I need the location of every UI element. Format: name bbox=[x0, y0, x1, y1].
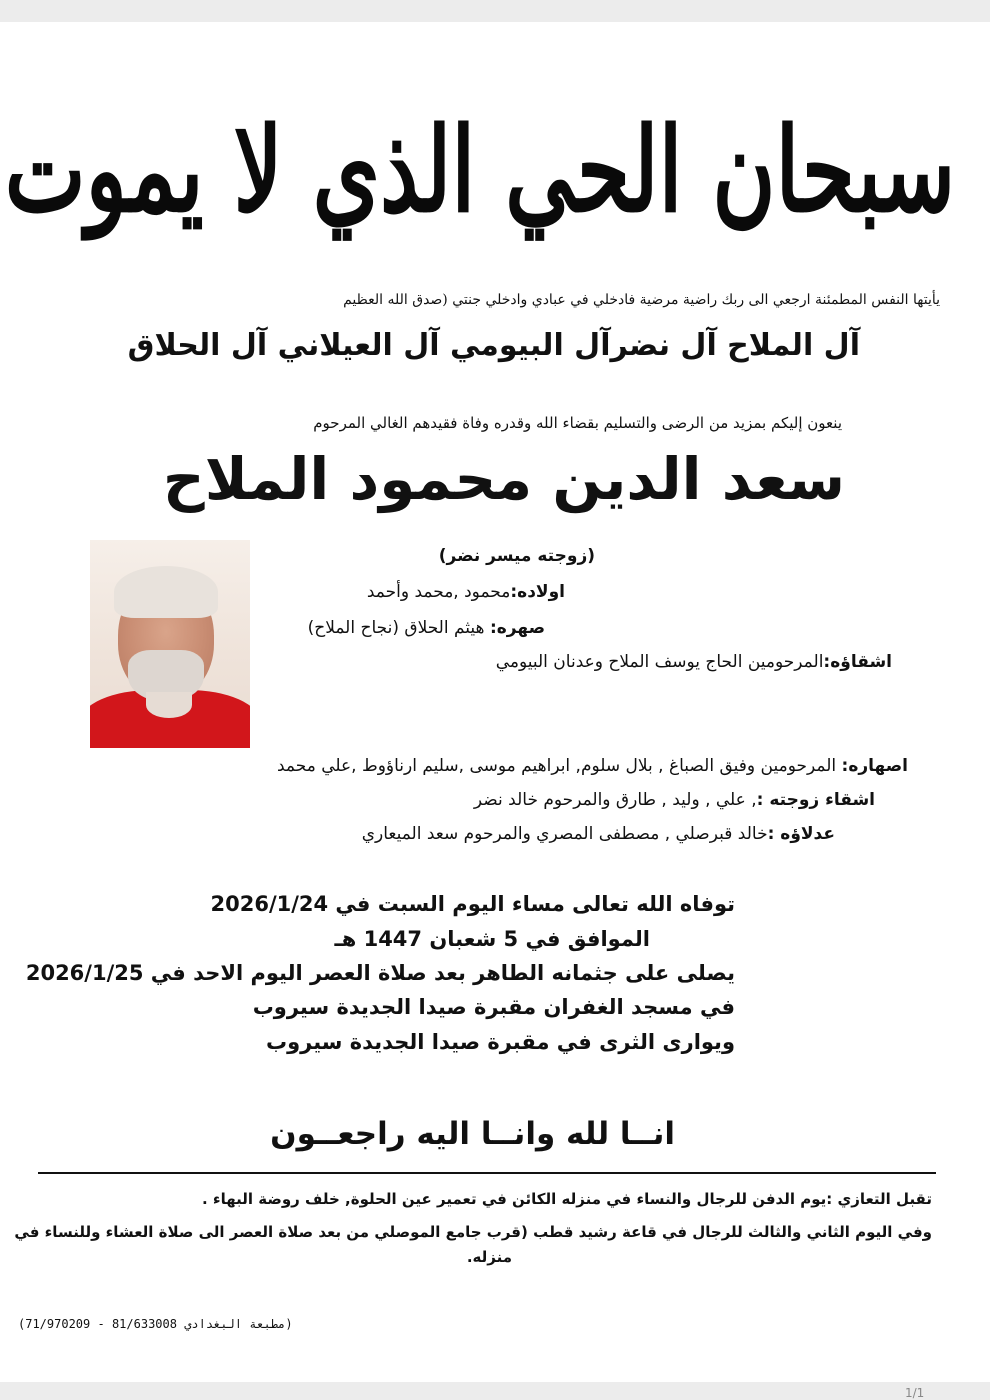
divider bbox=[38, 1172, 936, 1174]
wife-siblings-label: اشقاء زوجته : bbox=[756, 790, 875, 810]
siblings-value: المرحومين الحاج يوسف الملاح وعدنان البيومي bbox=[495, 652, 824, 672]
photo-hair bbox=[114, 566, 218, 618]
wife-line: (زوجته ميسر نضر) bbox=[438, 546, 595, 566]
announcement-line: ينعون إليكم بمزيد من الرضى والتسليم بقضاء الله وقدره وفاة فقيدهم الغالي المرحوم bbox=[313, 414, 842, 432]
co-in-laws-line bbox=[362, 824, 835, 844]
page-number: 1/1 bbox=[905, 1386, 925, 1400]
families-line: آل الملاح آل نضرآل البيومي آل العيلاني آل الحلاق bbox=[127, 328, 860, 363]
inna-lillah-line: انــا لله وانــا اليه راجعــون bbox=[270, 1116, 675, 1152]
calligraphy-header bbox=[4, 46, 956, 296]
deceased-name: سعد الدين محمود الملاح bbox=[162, 445, 845, 513]
sons-in-law-value: المرحومين وفيق الصباغ , بلال سلوم, ابراهيم موسى ,سليم ارناؤوط ,علي محمد bbox=[276, 756, 842, 776]
son-in-law-value: هيثم الحلاق (نجاح الملاح) bbox=[307, 618, 490, 638]
deceased-photo bbox=[90, 540, 250, 748]
condolences-line-1: تقبل التعازي :يوم الدفن للرجال والنساء في منزله الكائن في تعمير عين الحلوة, خلف روضة البهاء . bbox=[201, 1190, 932, 1208]
sons-in-law-label: اصهاره: bbox=[841, 756, 908, 776]
condolences-line-2: وفي اليوم الثاني والثالث للرجال في قاعة رشيد قطب (قرب جامع الموصلي من بعد صلاة العصر الى صلاة العشاء وللنساء في bbox=[14, 1223, 932, 1241]
sons-in-law-line bbox=[277, 756, 908, 776]
burial-line: ويوارى الثرى في مقبرة صيدا الجديدة سيروب bbox=[265, 1030, 735, 1054]
co-in-laws-value: خالد قبرصلي , مصطفى المصري والمرحوم سعد الميعاري bbox=[361, 824, 768, 844]
photo-collar bbox=[146, 692, 192, 718]
calligraphy-text: سبحان الحي الذي لا يموت bbox=[4, 102, 956, 239]
siblings-label: اشقاؤه: bbox=[823, 652, 892, 672]
sons-label: اولاده: bbox=[510, 582, 565, 602]
funeral-prayer-line: يصلى على جثمانه الطاهر بعد صلاة العصر اليوم الاحد في 2026/1/25 bbox=[25, 961, 735, 985]
condolences-line-3: منزله. bbox=[466, 1248, 512, 1266]
printer-credit: (مطبعة البغدادي 81/633008 - 71/970209) bbox=[18, 1317, 293, 1331]
death-date-line: توفاه الله تعالى مساء اليوم السبت في 2026/1/24 bbox=[210, 892, 735, 916]
son-in-law-line bbox=[308, 618, 545, 638]
siblings-line bbox=[496, 652, 892, 672]
sons-value: محمود ,محمد وأحمد bbox=[366, 582, 511, 602]
co-in-laws-label: عدلاؤه : bbox=[767, 824, 835, 844]
wife-siblings-value: , علي , وليد , طارق والمرحوم خالد نضر bbox=[473, 790, 757, 810]
quran-verse: يأيتها النفس المطمئنة ارجعي الى ربك راضية مرضية فادخلي في عبادي وادخلي جنتي (صدق الله العظيم bbox=[343, 292, 940, 308]
son-in-law-label: صهره: bbox=[489, 618, 545, 638]
wife-siblings-line bbox=[474, 790, 875, 810]
hijri-date-line: الموافق في 5 شعبان 1447 هـ bbox=[334, 927, 650, 951]
sons-line bbox=[367, 582, 565, 602]
mosque-line: في مسجد الغفران مقبرة صيدا الجديدة سيروب bbox=[252, 995, 735, 1019]
